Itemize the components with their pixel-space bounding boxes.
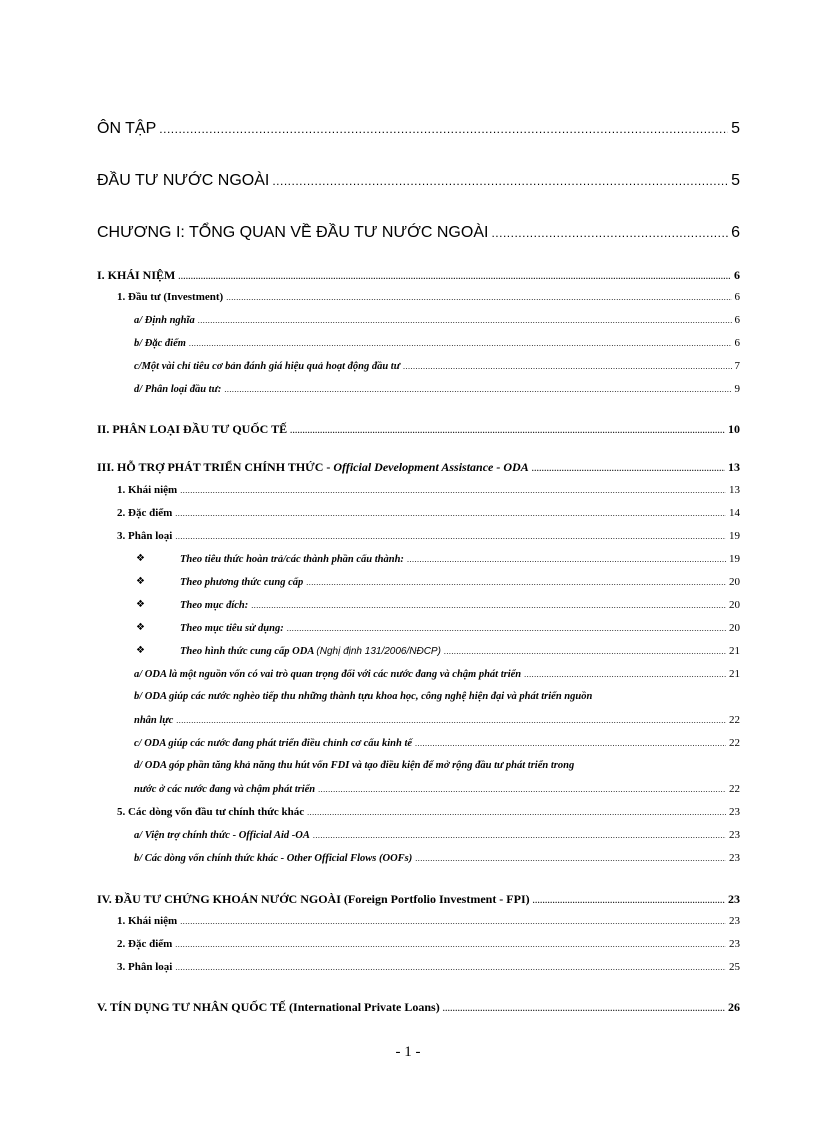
dot-leader bbox=[415, 739, 726, 748]
toc-entry-title: ĐẦU TƯ NƯỚC NGOÀI bbox=[97, 172, 270, 189]
toc-entry-title-main: III. HỖ TRỢ PHÁT TRIỂN CHÍNH THỨC - bbox=[97, 460, 334, 474]
toc-item-3-c[interactable] bbox=[134, 737, 740, 749]
dot-leader bbox=[251, 601, 726, 610]
toc-page-number: 6 bbox=[731, 224, 740, 241]
dot-leader bbox=[415, 854, 726, 863]
toc-bullet-item-1[interactable] bbox=[180, 553, 740, 565]
dot-leader bbox=[198, 316, 732, 325]
diamond-bullet-icon: ❖ bbox=[136, 645, 145, 656]
toc-item-4-3[interactable] bbox=[117, 961, 740, 973]
toc-page-number: 5 bbox=[731, 172, 740, 189]
toc-bullet-item-4[interactable] bbox=[180, 622, 740, 634]
toc-item-1-1-d[interactable] bbox=[134, 383, 740, 395]
toc-item-3-5-a[interactable] bbox=[134, 829, 740, 841]
toc-entry-title bbox=[180, 646, 441, 657]
toc-entry-on-tap[interactable] bbox=[97, 120, 740, 138]
toc-entry-title: 2. Đặc điểm bbox=[117, 938, 173, 950]
dot-leader bbox=[407, 555, 726, 564]
dot-leader bbox=[307, 808, 726, 817]
toc-entry-title: CHƯƠNG I: TỔNG QUAN VỀ ĐẦU TƯ NƯỚC NGOÀI bbox=[97, 224, 489, 241]
diamond-bullet-icon: ❖ bbox=[136, 553, 145, 564]
dot-leader bbox=[175, 963, 726, 972]
toc-entry-title: 1. Đầu tư (Investment) bbox=[117, 291, 224, 303]
toc-entry-chuong-1[interactable] bbox=[97, 224, 740, 242]
toc-item-3-d[interactable] bbox=[134, 783, 740, 795]
toc-item-1-1-c[interactable] bbox=[134, 360, 740, 372]
toc-page-number: 9 bbox=[734, 383, 740, 395]
toc-page-number: 23 bbox=[729, 852, 740, 864]
diamond-bullet-icon: ❖ bbox=[136, 622, 145, 633]
dot-leader bbox=[532, 464, 725, 473]
page-number-footer: - 1 - bbox=[395, 1044, 421, 1060]
toc-page-number: 23 bbox=[729, 806, 740, 818]
toc-page-number: 13 bbox=[728, 460, 740, 474]
dot-leader bbox=[272, 174, 728, 188]
toc-page-number: 10 bbox=[728, 422, 740, 436]
dot-leader bbox=[524, 670, 726, 679]
toc-page-number: 23 bbox=[729, 938, 740, 950]
toc-entry-title-main: Theo hình thức cung cấp ODA bbox=[180, 646, 317, 657]
toc-entry-title: a/ Viện trợ chính thức - Official Aid -OA bbox=[134, 830, 310, 841]
toc-section-5[interactable] bbox=[97, 1000, 740, 1015]
dot-leader bbox=[189, 339, 732, 348]
toc-item-3-5[interactable] bbox=[117, 806, 740, 818]
toc-item-1-1-a[interactable] bbox=[134, 314, 740, 326]
dot-leader bbox=[533, 896, 725, 905]
toc-entry-title bbox=[97, 460, 529, 475]
toc-entry-title-italic: Official Development Assistance - ODA bbox=[333, 460, 529, 474]
toc-entry-title: 1. Khái niệm bbox=[117, 915, 178, 927]
toc-page-number: 20 bbox=[729, 576, 740, 588]
toc-entry-title: c/Một vài chỉ tiêu cơ bản đánh giá hiệu quả hoạt động đầu tư bbox=[134, 361, 401, 372]
dot-leader bbox=[306, 578, 726, 587]
toc-entry-title: II. PHÂN LOẠI ĐẦU TƯ QUỐC TẾ bbox=[97, 422, 288, 436]
toc-item-3-5-b[interactable] bbox=[134, 852, 740, 864]
toc-page-number: 23 bbox=[728, 892, 740, 906]
toc-entry-title: Theo tiêu thức hoàn trả/các thành phần cấu thành: bbox=[180, 554, 404, 565]
dot-leader bbox=[444, 647, 726, 656]
toc-entry-title: V. TÍN DỤNG TƯ NHÂN QUỐC TẾ (International Private Loans) bbox=[97, 1000, 440, 1014]
toc-entry-title: d/ Phân loại đầu tư: bbox=[134, 384, 222, 395]
toc-page-number: 21 bbox=[729, 645, 740, 657]
toc-section-4[interactable] bbox=[97, 892, 740, 907]
dot-leader bbox=[290, 426, 725, 435]
toc-entry-title: 3. Phân loại bbox=[117, 530, 173, 542]
toc-entry-title: Theo mục đích: bbox=[180, 600, 249, 611]
dot-leader bbox=[175, 940, 726, 949]
toc-item-3-1[interactable] bbox=[117, 484, 740, 496]
toc-item-4-2[interactable] bbox=[117, 938, 740, 950]
toc-entry-title: nhân lực bbox=[134, 715, 174, 726]
toc-item-3-3[interactable] bbox=[117, 530, 740, 542]
toc-page-number: 6 bbox=[734, 337, 740, 349]
toc-item-1-1[interactable] bbox=[117, 291, 740, 303]
toc-item-3-2[interactable] bbox=[117, 507, 740, 519]
toc-section-1[interactable] bbox=[97, 268, 740, 283]
dot-leader bbox=[443, 1004, 725, 1013]
dot-leader bbox=[175, 509, 726, 518]
toc-page-number: 21 bbox=[729, 668, 740, 680]
toc-page-number: 19 bbox=[729, 530, 740, 542]
toc-page-number: 22 bbox=[729, 737, 740, 749]
toc-entry-title: Theo phương thức cung cấp bbox=[180, 577, 304, 588]
toc-entry-title: IV. ĐẦU TƯ CHỨNG KHOÁN NƯỚC NGOÀI (Foreign Portfolio Investment - FPI) bbox=[97, 892, 530, 906]
toc-page-number: 13 bbox=[729, 484, 740, 496]
toc-page-number: 23 bbox=[729, 915, 740, 927]
toc-entry-title: a/ ODA là một nguồn vốn có vai trò quan trọng đối với các nước đang và chậm phát triển bbox=[134, 669, 522, 680]
toc-page-number: 20 bbox=[729, 622, 740, 634]
toc-item-3-a[interactable] bbox=[134, 668, 740, 680]
toc-item-1-1-b[interactable] bbox=[134, 337, 740, 349]
toc-section-3[interactable] bbox=[97, 460, 740, 475]
toc-entry-title: c/ ODA giúp các nước đang phát triển điều chỉnh cơ cấu kinh tế bbox=[134, 738, 413, 749]
toc-item-3-b-first-line[interactable]: b/ ODA giúp các nước nghèo tiếp thu những thành tựu khoa học, công nghệ hiện đại và phát triển nguồn bbox=[134, 691, 593, 702]
toc-bullet-item-3[interactable] bbox=[180, 599, 740, 611]
toc-entry-title: a/ Định nghĩa bbox=[134, 315, 195, 326]
dot-leader bbox=[226, 293, 731, 302]
toc-entry-title-extra: (Nghị định 131/2006/NĐCP) bbox=[316, 646, 441, 657]
dot-leader bbox=[180, 917, 726, 926]
dot-leader bbox=[176, 716, 726, 725]
toc-page-number: 14 bbox=[729, 507, 740, 519]
toc-item-3-b[interactable] bbox=[134, 714, 740, 726]
dot-leader bbox=[180, 486, 726, 495]
toc-entry-title: I. KHÁI NIỆM bbox=[97, 268, 176, 282]
toc-page-number: 19 bbox=[729, 553, 740, 565]
toc-page-number: 25 bbox=[729, 961, 740, 973]
dot-leader bbox=[159, 122, 728, 136]
diamond-bullet-icon: ❖ bbox=[136, 599, 145, 610]
toc-page-number: 20 bbox=[729, 599, 740, 611]
dot-leader bbox=[178, 272, 731, 281]
toc-page-number: 6 bbox=[734, 268, 740, 282]
dot-leader bbox=[175, 532, 726, 541]
toc-bullet-item-2[interactable] bbox=[180, 576, 740, 588]
toc-entry-title: 2. Đặc điểm bbox=[117, 507, 173, 519]
toc-bullet-item-5[interactable] bbox=[180, 645, 740, 657]
toc-item-4-1[interactable] bbox=[117, 915, 740, 927]
toc-section-2[interactable] bbox=[97, 422, 740, 437]
toc-entry-title: b/ Đặc điểm bbox=[134, 338, 186, 349]
toc-entry-title: Theo mục tiêu sử dụng: bbox=[180, 623, 284, 634]
toc-entry-title: ÔN TẬP bbox=[97, 120, 157, 137]
toc-entry-title: b/ Các dòng vốn chính thức khác - Other Official Flows (OOFs) bbox=[134, 853, 413, 864]
toc-page-number: 22 bbox=[729, 783, 740, 795]
toc-page-number: 7 bbox=[734, 360, 740, 372]
toc-entry-title: 1. Khái niệm bbox=[117, 484, 178, 496]
toc-entry-title: 3. Phân loại bbox=[117, 961, 173, 973]
toc-page-number: 6 bbox=[734, 314, 740, 326]
toc-page-number: 5 bbox=[731, 120, 740, 137]
dot-leader bbox=[224, 385, 731, 394]
toc-entry-title: nước ở các nước đang và chậm phát triển bbox=[134, 784, 316, 795]
dot-leader bbox=[318, 785, 726, 794]
toc-page-number: 23 bbox=[729, 829, 740, 841]
dot-leader bbox=[313, 831, 726, 840]
dot-leader bbox=[287, 624, 726, 633]
dot-leader bbox=[491, 226, 728, 240]
toc-item-3-d-first-line[interactable]: d/ ODA góp phần tăng khả năng thu hút vốn FDI và tạo điều kiện để mở rộng đầu tư phát triển trong bbox=[134, 760, 575, 771]
dot-leader bbox=[403, 362, 731, 371]
toc-entry-dau-tu-nuoc-ngoai[interactable] bbox=[97, 172, 740, 190]
toc-page-number: 26 bbox=[728, 1000, 740, 1014]
toc-page-number: 22 bbox=[729, 714, 740, 726]
diamond-bullet-icon: ❖ bbox=[136, 576, 145, 587]
toc-page-number: 6 bbox=[734, 291, 740, 303]
toc-entry-title: 5. Các dòng vốn đầu tư chính thức khác bbox=[117, 806, 305, 818]
